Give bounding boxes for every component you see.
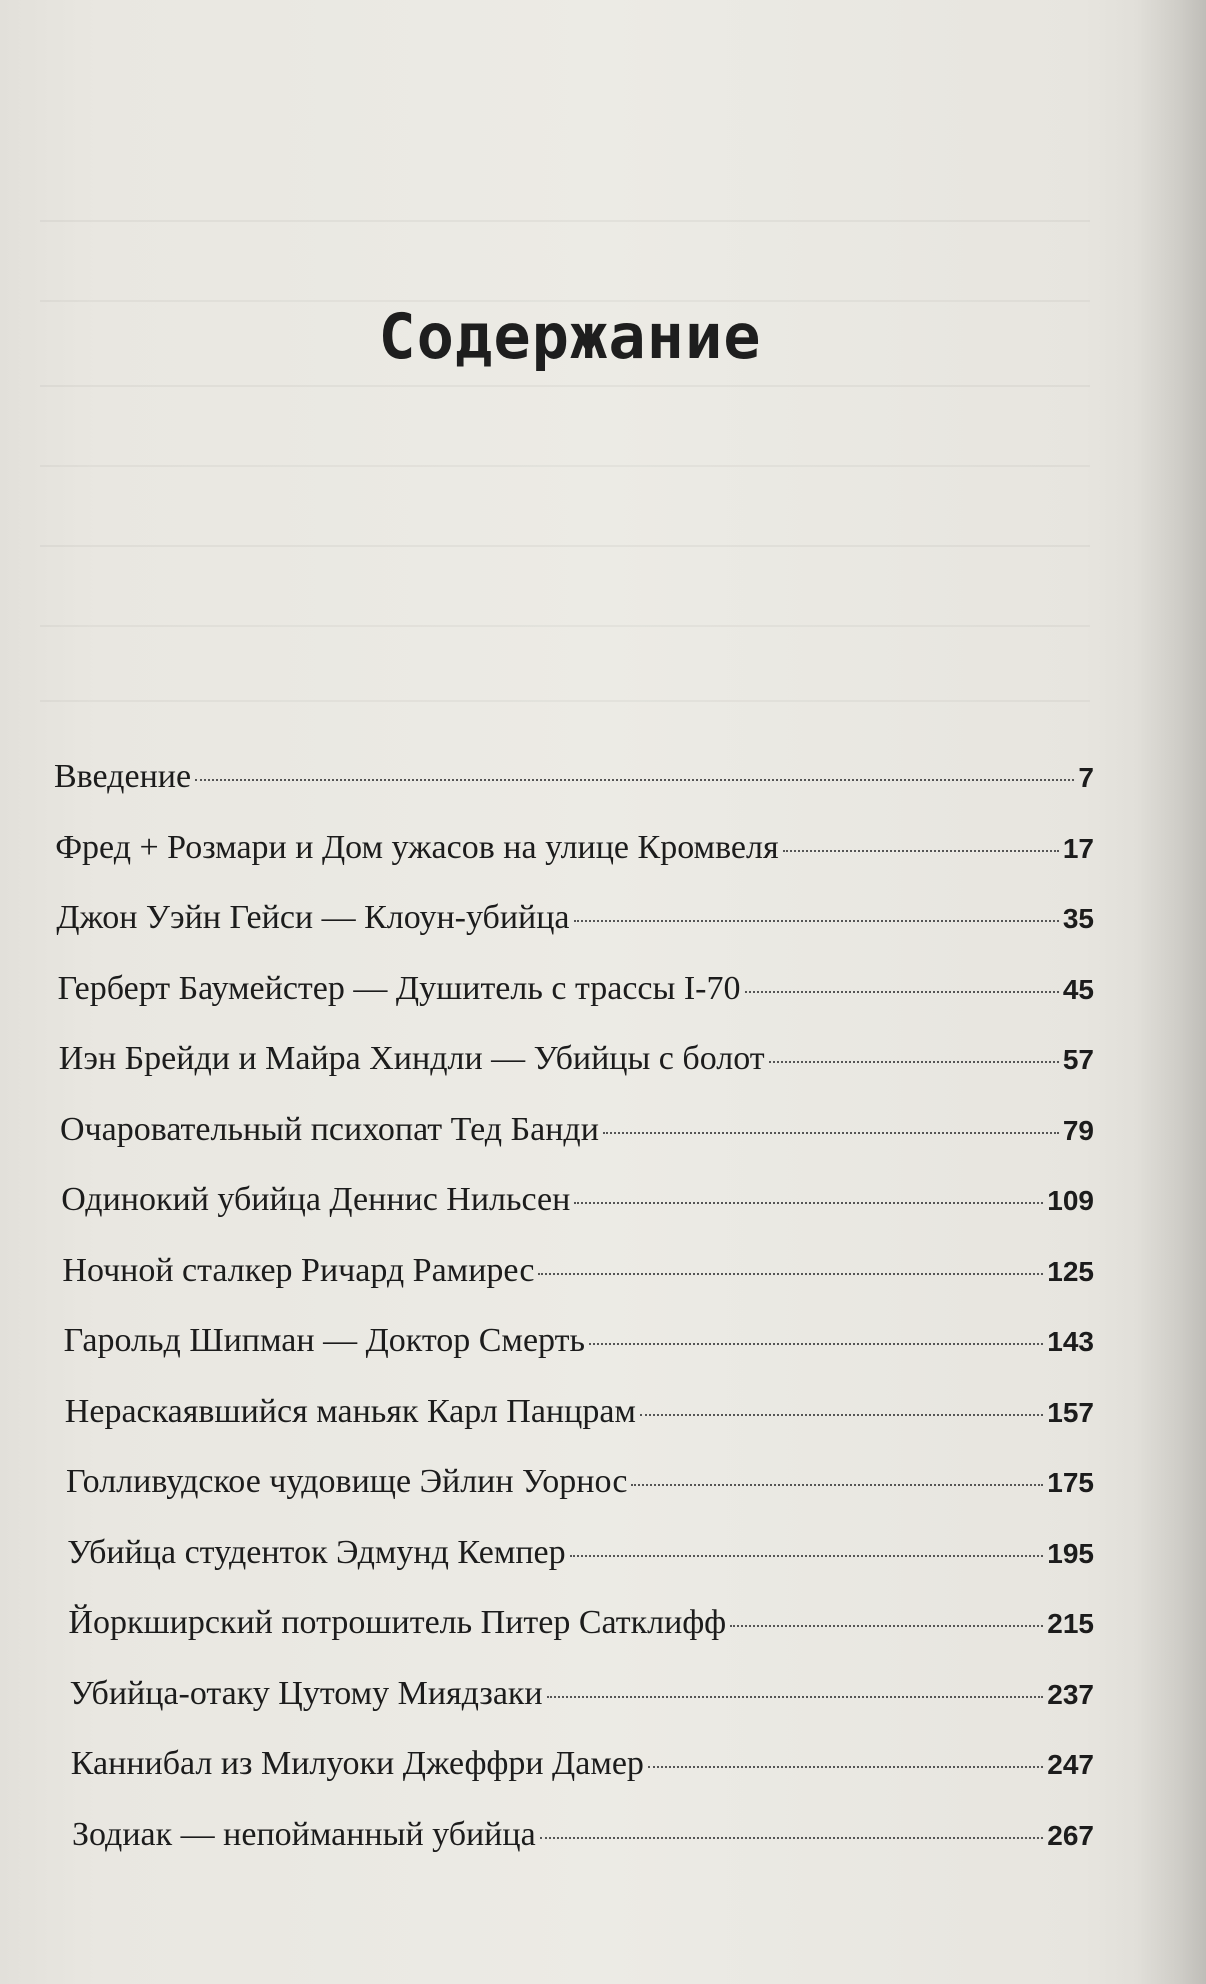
dot-leader <box>745 991 1059 993</box>
toc-entry <box>54 1040 1094 1111</box>
toc-entry <box>54 1816 1094 1887</box>
toc-entry-page-number: 125 <box>1047 1255 1094 1287</box>
dot-leader <box>603 1132 1059 1134</box>
dot-leader <box>574 1202 1043 1204</box>
toc-entry <box>54 1534 1094 1605</box>
toc-entry-title: Иэн Брейди и Майра Хиндли — Убийцы с болот <box>58 1040 765 1077</box>
toc-entry-page-number: 143 <box>1047 1326 1094 1357</box>
toc-entry-page-number: 17 <box>1062 832 1094 864</box>
toc-entry-page-number: 247 <box>1047 1749 1094 1780</box>
toc-entry-title: Джон Уэйн Гейси — Клоун-убийца <box>56 899 570 936</box>
toc-entry-title: Йоркширский потрошитель Питер Сатклифф <box>68 1604 727 1641</box>
toc-entry-title: Очаровательный психопат Тед Банди <box>60 1110 599 1148</box>
toc-entry <box>54 1181 1094 1252</box>
toc-entry-page-number: 175 <box>1047 1467 1094 1498</box>
toc-entry-title: Убийца-отаку Цутому Миядзаки <box>69 1674 543 1712</box>
dot-leader <box>769 1061 1059 1063</box>
toc-entry-title: Ночной сталкер Ричард Рамирес <box>62 1251 535 1289</box>
toc-entry <box>54 1675 1094 1746</box>
dot-leader <box>574 920 1059 922</box>
toc-entry-title: Убийца студенток Эдмунд Кемпер <box>67 1533 566 1571</box>
toc-entry-title: Фред + Розмари и Дом ужасов на улице Кромвеля <box>55 828 779 866</box>
toc-entry-page-number: 57 <box>1062 1044 1094 1075</box>
dot-leader <box>538 1273 1043 1275</box>
dot-leader <box>547 1696 1044 1698</box>
bleed-through-line <box>40 625 1090 627</box>
toc-entry <box>54 1111 1094 1182</box>
toc-entry <box>54 829 1094 900</box>
toc-entry <box>54 1252 1094 1323</box>
bleed-through-line <box>40 385 1090 387</box>
bleed-through-line <box>40 220 1090 222</box>
toc-entry-title: Гарольд Шипман — Доктор Смерть <box>63 1322 585 1359</box>
toc-entry-page-number: 79 <box>1062 1114 1094 1146</box>
toc-entry <box>54 1604 1094 1675</box>
page-title: Содержание <box>378 300 762 373</box>
toc-entry <box>54 899 1094 970</box>
dot-leader <box>648 1766 1043 1768</box>
toc-entry-title: Каннибал из Милуоки Джеффри Дамер <box>70 1745 644 1782</box>
toc-entry <box>54 1322 1094 1393</box>
dot-leader <box>730 1625 1043 1627</box>
dot-leader <box>783 850 1059 852</box>
dot-leader <box>640 1414 1043 1416</box>
table-of-contents <box>54 758 1094 1886</box>
dot-leader <box>195 779 1074 781</box>
bleed-through-line <box>40 700 1090 702</box>
toc-entry-title: Герберт Баумейстер — Душитель с трассы I-70 <box>57 969 741 1007</box>
toc-entry <box>54 1393 1094 1464</box>
toc-entry <box>54 758 1094 829</box>
toc-entry-title: Зодиак — непойманный убийца <box>72 1815 536 1853</box>
toc-entry-page-number: 45 <box>1062 973 1094 1005</box>
toc-entry <box>54 970 1094 1041</box>
toc-entry-page-number: 195 <box>1047 1537 1094 1569</box>
bleed-through-line <box>40 545 1090 547</box>
toc-entry <box>54 1745 1094 1816</box>
dot-leader <box>631 1484 1043 1486</box>
toc-entry-page-number: 109 <box>1047 1185 1094 1216</box>
bleed-through-line <box>40 465 1090 467</box>
dot-leader <box>589 1343 1043 1345</box>
dot-leader <box>570 1555 1044 1557</box>
toc-entry-page-number: 215 <box>1047 1608 1094 1639</box>
toc-entry <box>54 1463 1094 1534</box>
toc-entry-page-number: 237 <box>1047 1678 1094 1710</box>
toc-entry-page-number: 157 <box>1047 1396 1094 1428</box>
toc-entry-page-number: 35 <box>1062 903 1094 934</box>
toc-entry-page-number: 267 <box>1047 1819 1094 1851</box>
toc-entry-title: Введение <box>54 758 192 795</box>
toc-entry-title: Нераскаявшийся маньяк Карл Панцрам <box>64 1392 636 1430</box>
toc-entry-page-number: 7 <box>1078 762 1094 793</box>
page-edge-shadow <box>1136 0 1206 1984</box>
toc-entry-title: Одинокий убийца Деннис Нильсен <box>61 1181 571 1218</box>
toc-entry-title: Голливудское чудовище Эйлин Уорнос <box>66 1463 628 1500</box>
dot-leader <box>540 1837 1044 1839</box>
